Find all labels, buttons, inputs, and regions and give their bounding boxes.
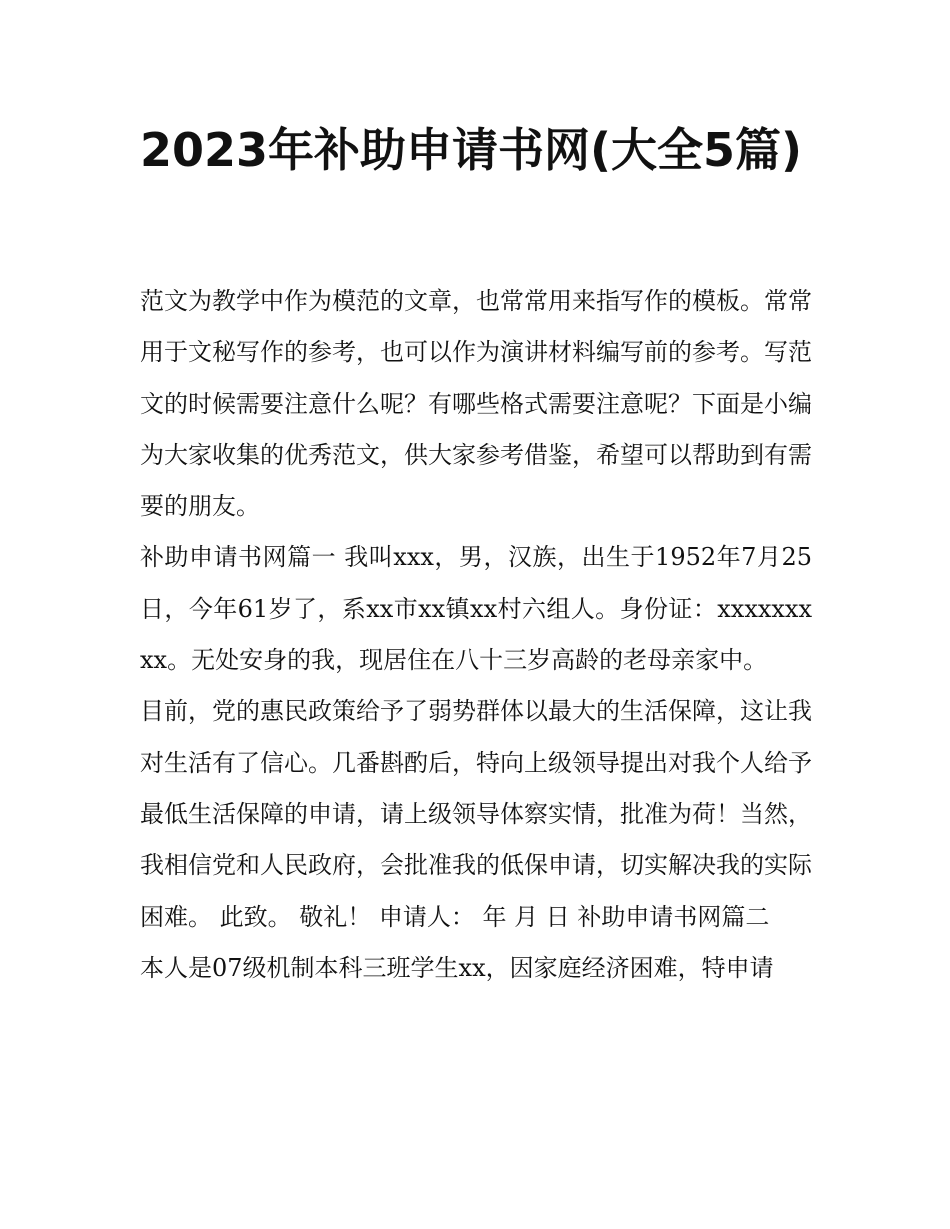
page-title: 2023年补助申请书网(大全5篇) [140, 123, 803, 177]
document-body [140, 276, 812, 994]
paragraph-intro: 范文为教学中作为模范的文章，也常常用来指写作的模板。常常用于文秘写作的参考，也可以作为演讲材料编写前的参考。写范文的时候需要注意什么呢？有哪些格式需要注意呢？下面是小编为大家收集的优秀范文，供大家参考借鉴，希望可以帮助到有需要的朋友。 [140, 287, 812, 521]
paragraph-application-request: 目前，党的惠民政策给予了弱势群体以最大的生活保障，这让我对生活有了信心。几番斟酌后，特向上级领导提出对我个人给予最低生活保障的申请，请上级领导体察实情，批准为荷！当然，我相信党和人民政府，会批准我的低保申请，切实解决我的实际困难。 此致。 敬礼！ 申请人： 年 月 日 补助申请书网篇二 [140, 697, 812, 931]
paragraph-application-one: 补助申请书网篇一 我叫xxx，男，汉族，出生于1952年7月25日，今年61岁了，系xx市xx镇xx村六组人。身份证：xxxxxxxxx。无处安身的我，现居住在八十三岁高龄的老母亲家中。 [140, 543, 812, 675]
paragraph-application-two: 本人是07级机制本科三班学生xx，因家庭经济困难，特申请 [140, 953, 774, 982]
